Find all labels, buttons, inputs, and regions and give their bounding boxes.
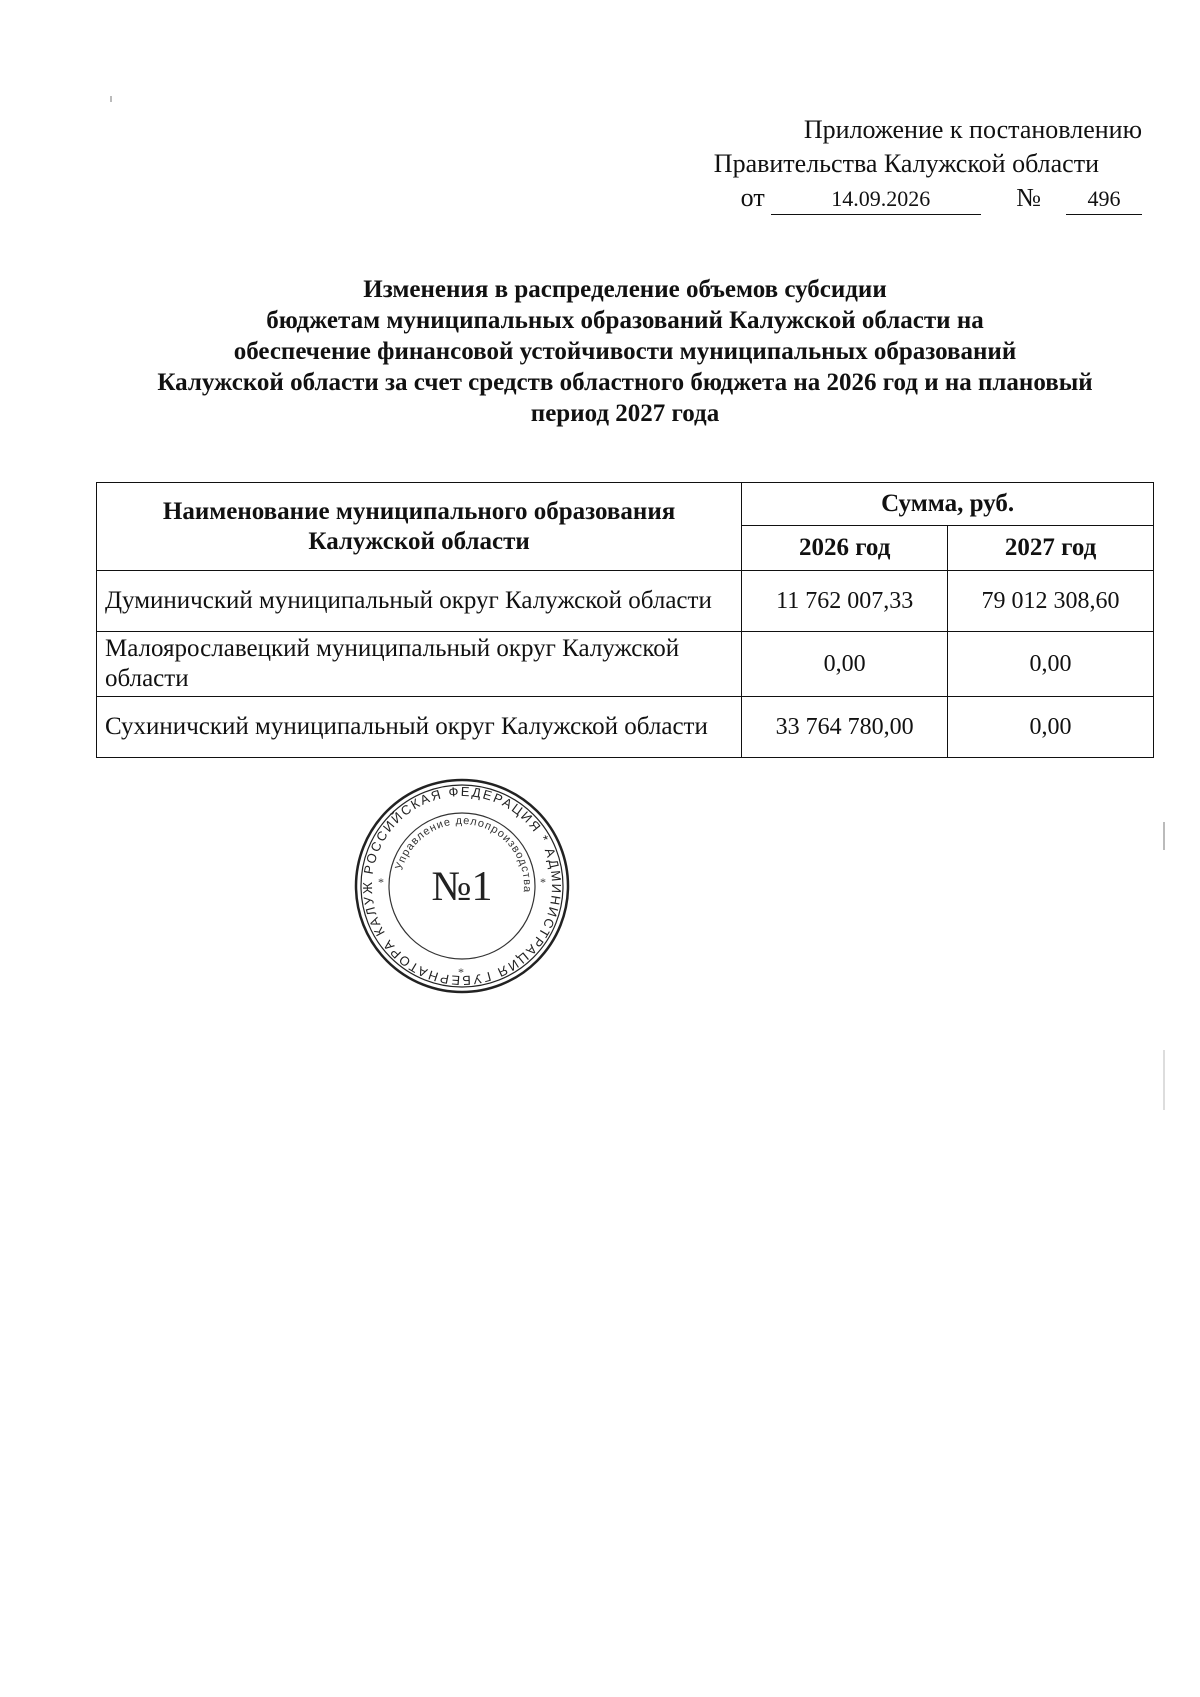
header-municipality: Наименование муниципального образования Калужской области xyxy=(97,483,742,571)
amount-2027: 79 012 308,60 xyxy=(948,571,1154,632)
svg-text:РОССИЙСКАЯ ФЕДЕРАЦИЯ * АДМИНИС: РОССИЙСКАЯ ФЕДЕРАЦИЯ * АДМИНИСТРАЦИЯ ГУБЕРНАТОРА КАЛУЖ xyxy=(359,783,565,989)
table-row xyxy=(97,632,1154,697)
seal-graphic xyxy=(352,776,572,996)
svg-text:Управление делопроизводства: Управление делопроизводства xyxy=(393,814,534,894)
title-line: обеспечение финансовой устойчивости муниципальных образований xyxy=(233,338,1017,365)
title-line: бюджетам муниципальных образований Калужской области на xyxy=(266,307,984,334)
amount-2026: 11 762 007,33 xyxy=(742,571,948,632)
scan-artifact xyxy=(1163,1050,1165,1110)
resolution-date: 14.09.2026 xyxy=(771,184,981,215)
amount-2026: 33 764 780,00 xyxy=(742,697,948,758)
appendix-line-1: Приложение к постановлению xyxy=(803,115,1142,144)
svg-text:*: * xyxy=(458,965,464,979)
scan-artifact xyxy=(110,96,112,102)
header-sum: Сумма, руб. xyxy=(742,483,1154,526)
amount-2026: 0,00 xyxy=(742,632,948,697)
svg-text:№1: №1 xyxy=(431,864,493,910)
svg-text:*: * xyxy=(540,875,546,889)
resolution-number: 496 xyxy=(1066,184,1142,215)
header-year-2026: 2026 год xyxy=(742,526,948,571)
scan-artifact xyxy=(1163,822,1165,850)
appendix-date-number xyxy=(714,181,1142,215)
table-row xyxy=(97,697,1154,758)
official-seal xyxy=(352,776,572,996)
title-line: Калужской области за счет средств областного бюджета на 2026 год и на плановый xyxy=(157,369,1093,396)
title-line: Изменения в распределение объемов субсидии xyxy=(363,276,887,303)
title-line: период 2027 года xyxy=(530,400,720,427)
municipality-name: Думиничский муниципальный округ Калужской области xyxy=(97,571,742,632)
amount-2027: 0,00 xyxy=(948,697,1154,758)
from-label: от xyxy=(740,183,765,212)
number-label: № xyxy=(1016,183,1041,212)
subsidy-table xyxy=(96,482,1154,758)
municipality-name: Малоярославецкий муниципальный округ Калужской области xyxy=(97,632,742,697)
document-title xyxy=(100,274,1150,429)
header-year-2027: 2027 год xyxy=(948,526,1154,571)
municipality-name: Сухиничский муниципальный округ Калужской области xyxy=(97,697,742,758)
table-row xyxy=(97,571,1154,632)
amount-2027: 0,00 xyxy=(948,632,1154,697)
svg-text:*: * xyxy=(378,875,384,889)
appendix-header xyxy=(714,113,1142,215)
appendix-line-2: Правительства Калужской области xyxy=(713,149,1099,178)
